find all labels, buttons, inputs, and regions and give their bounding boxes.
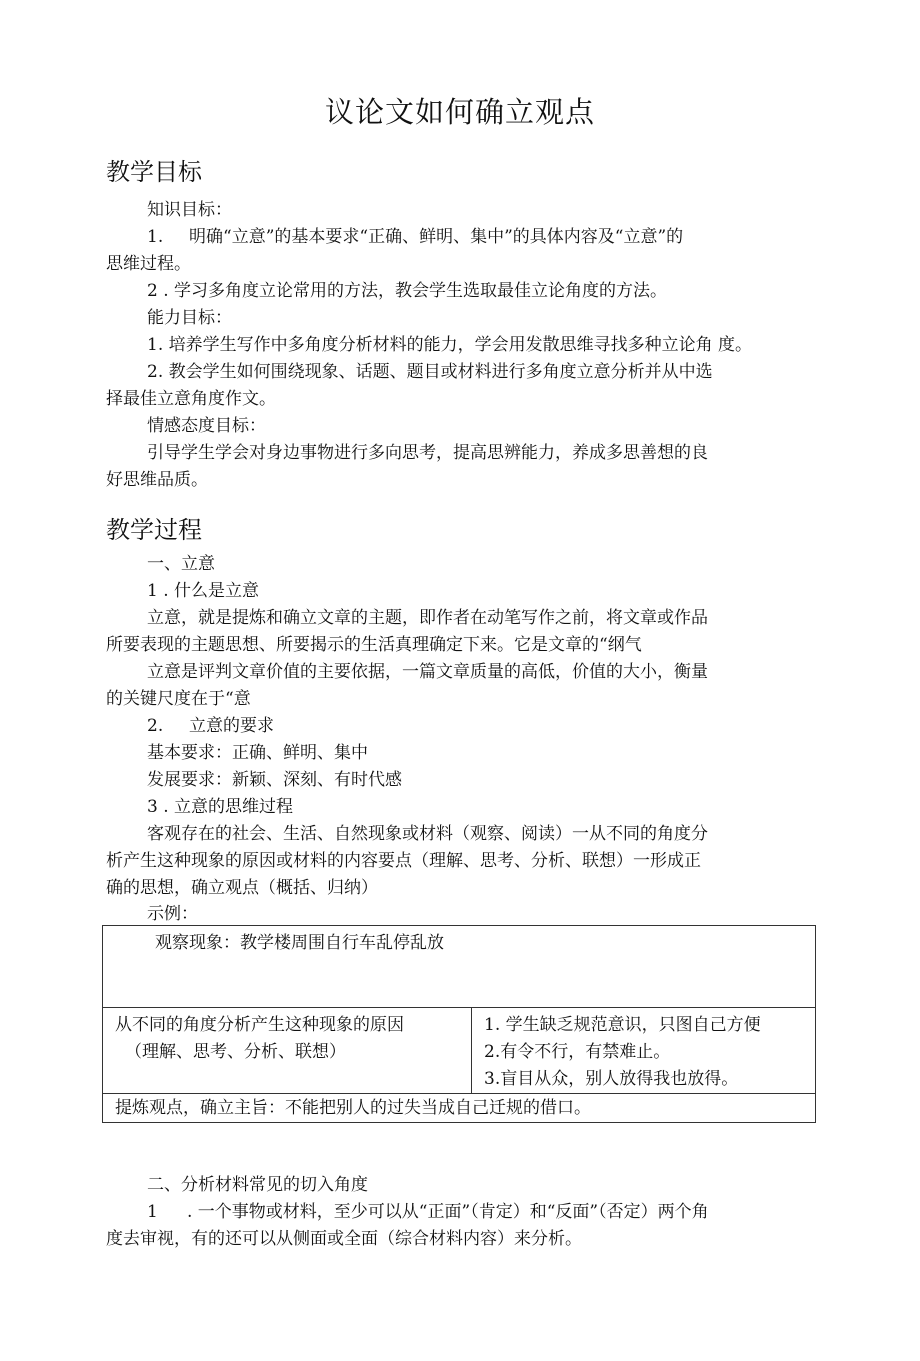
document-title: 议论文如何确立观点 [324, 95, 595, 129]
table-row [103, 926, 816, 1008]
conclusion-text: 提炼观点，确立主旨：不能把别人的过失当成自己迁规的借口。 [115, 1098, 591, 1118]
emotion-objectives-label: 情感态度目标： [147, 416, 266, 436]
table-row [103, 1094, 816, 1123]
analyze-cell [103, 1008, 472, 1094]
observe-cell [103, 926, 816, 1008]
ability-item-2: 2. 教会学生如何围绕现象、话题、题目或材料进行多角度立意分析并从中选 [147, 362, 713, 382]
reason-item: 2.有令不行，有禁难止。 [484, 1042, 671, 1062]
basic-requirements: 基本要求：正确、鲜明、集中 [147, 743, 368, 763]
thinking-process-continued-2: 确的思想，确立观点（概括、归纳） [106, 878, 378, 898]
list-number: 1. [147, 227, 164, 247]
emotion-item: 引导学生学会对身边事物进行多向思考，提高思辨能力，养成多思善想的良 [147, 443, 708, 463]
emotion-item-continued: 好思维品质。 [106, 470, 208, 490]
conclusion-cell [103, 1094, 816, 1123]
question-2 [147, 715, 274, 737]
ability-item-1: 1. 培养学生写作中多角度分析材料的能力，学会用发散思维寻找多种立论角 度。 [147, 335, 753, 355]
section-heading-process: 教学过程 [106, 516, 202, 544]
ability-item-2-continued: 择最佳立意角度作文。 [106, 389, 276, 409]
angle-item-1-text: . 一个事物或材料，至少可以从“正面”（肯定）和“反面”（否定）两个角 [187, 1202, 709, 1222]
angle-item-1-continued: 度去审视，有的还可以从侧面或全面（综合材料内容）来分析。 [106, 1229, 582, 1249]
knowledge-item-2: 2 . 学习多角度立论常用的方法，教会学生选取最佳立论角度的方法。 [147, 281, 668, 301]
question-3: 3 . 立意的思维过程 [147, 797, 294, 817]
knowledge-objectives-label: 知识目标： [147, 200, 232, 220]
development-requirements: 发展要求：新颖、深刻、有时代感 [147, 770, 402, 790]
angle-item-1 [147, 1201, 709, 1223]
value-paragraph: 立意是评判文章价值的主要依据，一篇文章质量的高低，价值的大小，衡量 [147, 662, 708, 682]
thinking-process: 客观存在的社会、生活、自然现象或材料（观察、阅读）一从不同的角度分 [147, 824, 708, 844]
example-label: 示例： [147, 904, 198, 924]
table-row [103, 1008, 816, 1094]
thinking-process-continued-1: 析产生这种现象的原因或材料的内容要点（理解、思考、分析、联想）一形成正 [106, 851, 701, 871]
observe-text: 观察现象：教学楼周围自行车乱停乱放 [155, 933, 444, 953]
ability-objectives-label: 能力目标： [147, 308, 232, 328]
knowledge-item-1 [147, 226, 683, 248]
question-1: 1 . 什么是立意 [147, 581, 260, 601]
reason-item: 3.盲目从众，别人放得我也放得。 [484, 1069, 739, 1089]
section-heading-objectives: 教学目标 [106, 158, 202, 186]
part-heading-angles: 二、分析材料常见的切入角度 [147, 1175, 368, 1195]
knowledge-item-1-text: 明确“立意”的基本要求“正确、鲜明、集中”的具体内容及“立意”的 [189, 227, 684, 247]
question-2-text: 立意的要求 [189, 716, 274, 736]
list-number: 1 [147, 1202, 158, 1222]
part-heading-liyi: 一、立意 [147, 554, 215, 574]
definition-paragraph: 立意，就是提炼和确立文章的主题，即作者在动笔写作之前，将文章或作品 [147, 608, 708, 628]
reasons-cell [472, 1008, 816, 1094]
list-number: 2. [147, 716, 164, 736]
knowledge-item-1-continued: 思维过程。 [106, 254, 191, 274]
analyze-text-methods: （理解、思考、分析、联想） [125, 1042, 346, 1062]
value-paragraph-continued: 的关键尺度在于“意 [106, 689, 251, 709]
definition-paragraph-continued: 所要表现的主题思想、所要揭示的生活真理确定下来。它是文章的“纲气 [106, 635, 642, 655]
analyze-text: 从不同的角度分析产生这种现象的原因 [115, 1015, 404, 1035]
reason-item: 1. 学生缺乏规范意识，只图自己方便 [484, 1015, 761, 1035]
example-table [102, 925, 816, 1123]
